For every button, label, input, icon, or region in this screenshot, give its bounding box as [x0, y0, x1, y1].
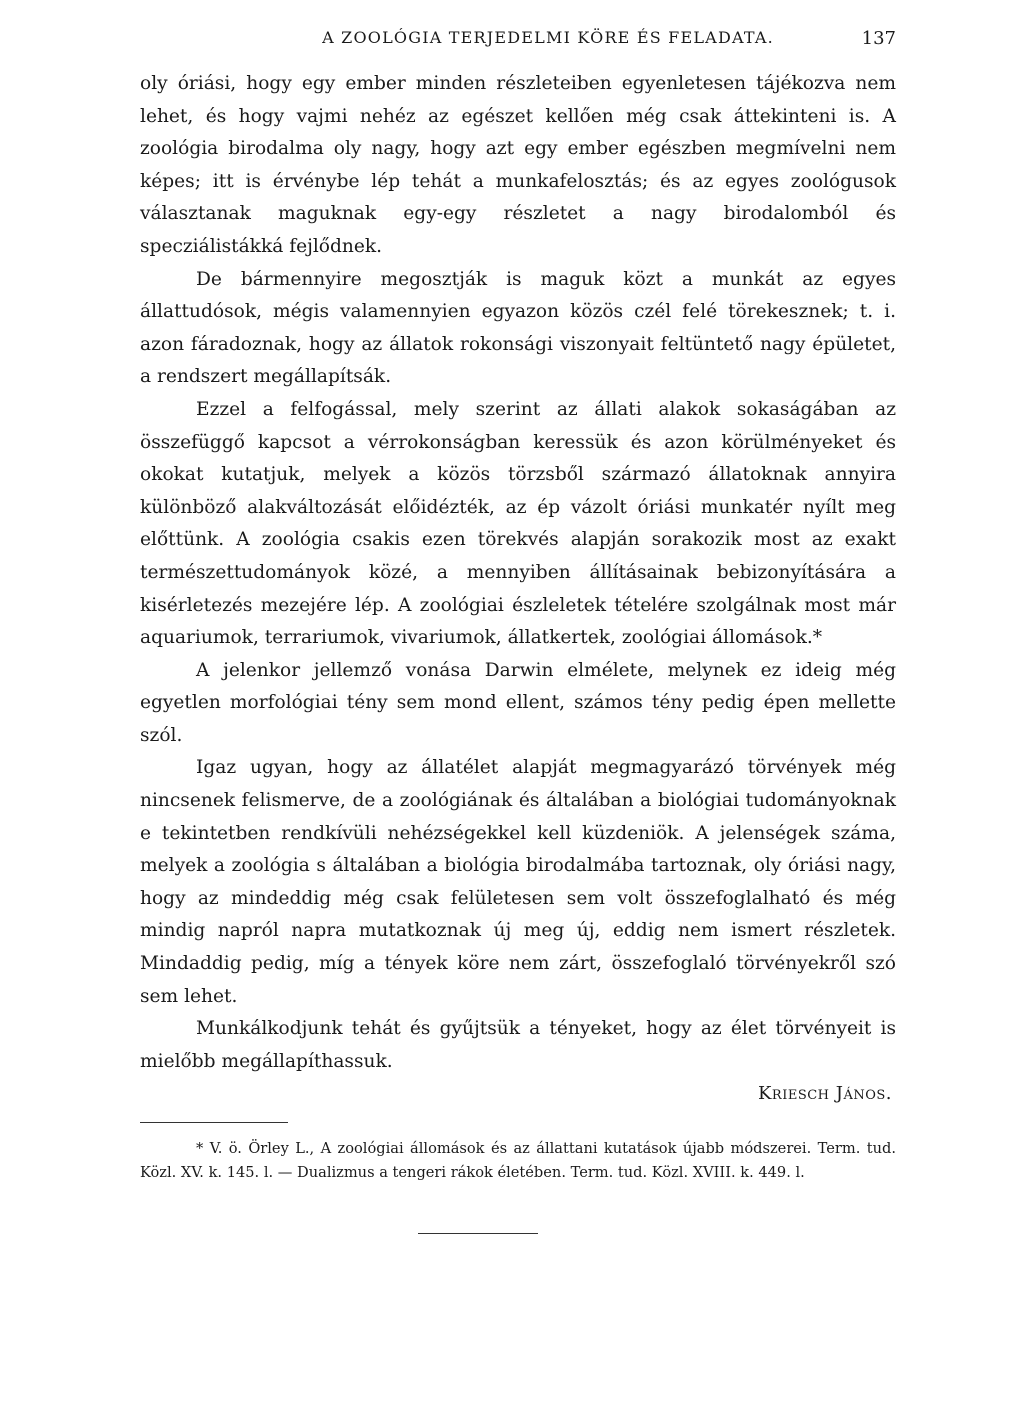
paragraph-4: A jelenkor jellemző vonása Darwin elmélete, melynek ez ideig még egyetlen morfológiai tény sem mond ellent, számos tény pedig épen mellette szól. — [140, 659, 896, 746]
running-title: A ZOOLÓGIA TERJEDELMI KÖRE ÉS FELADATA. — [322, 28, 774, 47]
page-number: 137 — [861, 28, 896, 49]
paragraph-3: Ezzel a felfogással, mely szerint az állati alakok sokaságában az összefüggő kapcsot a vérrokonságban keressük és azon körülményeket és okokat kutatjuk, melyek a közös törzsből származó állatoknak annyira különböző alakváltozását előidézték, az ép vázolt óriási munkatér nyílt meg előttünk. A zoológia csakis ezen törekvés alapján sorakozik most az exakt természettudományok közé, a mennyiben állításainak bebizonyítására a kisérletezés mezejére lép. A zoológiai észleletek tételére szolgálnak most már aquariumok, terrariumok, vivariumok, állatkertek, zoológiai állomások.* — [140, 398, 896, 649]
paragraph-5: Igaz ugyan, hogy az állatélet alapját megmagyarázó törvények még nincsenek felismerve, de a zoológiának és általában a biológiai tudományoknak e tekintetben rendkívüli nehézségekkel kell küzdeniök. A jelenségek száma, melyek a zoológia s általában a biológia birodalmába tartoznak, oly óriási nagy, hogy az mindeddig még csak felületesen sem volt összefoglalható és még mindig napról napra mutatkoznak új meg új, eddig nem ismert részletek. Mindaddig pedig, míg a tények köre nem zárt, összefoglaló törvényekről szó sem lehet. — [140, 757, 896, 1007]
running-header — [140, 28, 896, 58]
article-body — [140, 68, 896, 1078]
document-page — [140, 28, 896, 1234]
footnote: * V. ö. Örley L., A zoológiai állomások és az állattani kutatások újabb módszerei. Term. tud. Közl. XV. k. 145. l. — Dualizmus a tengeri rákok életében. Term. tud. Közl. XVIII. k. 449. l. — [140, 1140, 896, 1182]
paragraph-1: oly óriási, hogy egy ember minden részleteiben egyenletesen tájékozva nem lehet, és hogy vajmi nehéz az egészet kellően még csak áttekinteni is. A zoológia birodalma oly nagy, hogy azt egy ember egészben megmívelni nem képes; itt is érvénybe lép tehát a munkafelosztás; és az egyes zoológusok választanak maguknak egy-egy részletet a nagy birodalomból és specziálistákká fejlődnek. — [140, 73, 896, 257]
end-divider — [418, 1233, 538, 1234]
author-signature: Kriesch János. — [757, 1083, 892, 1105]
footnote-divider — [140, 1122, 288, 1123]
paragraph-2: De bármennyire megosztják is maguk közt a munkát az egyes állattudósok, mégis valamennyien egyazon közös czél felé törekesznek; t. i. azon fáradoznak, hogy az állatok rokonsági viszonyait feltüntető nagy épületet, a rendszert megállapítsák. — [140, 268, 896, 388]
paragraph-6: Munkálkodjunk tehát és gyűjtsük a tényeket, hogy az élet törvényeit is mielőbb megállapíthassuk. — [140, 1018, 896, 1072]
